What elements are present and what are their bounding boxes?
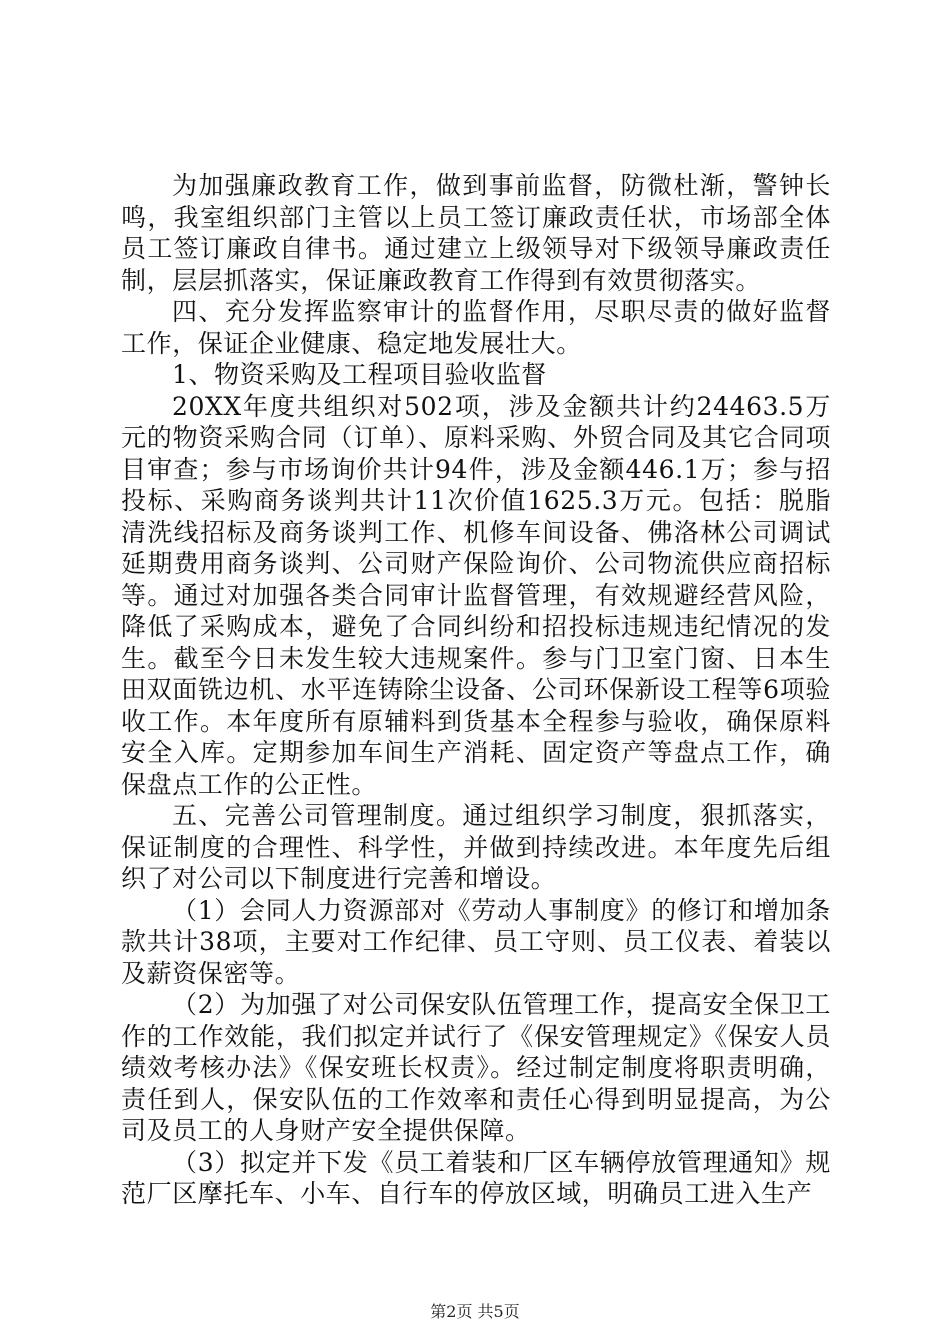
page-number-footer: 第2页 共5页 <box>430 1302 520 1321</box>
paragraph-integrity-education: 为加强廉政教育工作，做到事前监督，防微杜渐，警钟长鸣，我室组织部门主管以上员工签订廉政责任状，市场部全体员工签订廉政自律书。通过建立上级领导对下级领导廉政责任制，层层抓落实，保证廉政教育工作得到有效贯彻落实。 <box>121 171 831 295</box>
list-item-1: （1）会同人力资源部对《劳动人事制度》的修订和增加条款共计38项，主要对工作纪律、员工守则、员工仪表、着装以及薪资保密等。 <box>121 895 831 988</box>
list-item-3: （3）拟定并下发《员工着装和厂区车辆停放管理通知》规范厂区摩托车、小车、自行车的停放区域，明确员工进入生产 <box>121 1147 831 1208</box>
list-item-2: （2）为加强了对公司保安队伍管理工作，提高安全保卫工作的工作效能，我们拟定并试行了《保安管理规定》《保安人员绩效考核办法》《保安班长权责》。经过制定制度将职责明确，责任到人，保安队伍的工作效率和责任心得到明显提高，为公司及员工的人身财产安全提供保障。 <box>121 990 831 1145</box>
paragraph-procurement-details: 20XX年度共组织对502项，涉及金额共计约24463.5万元的物资采购合同（订单）、原料采购、外贸合同及其它合同项目审查；参与市场询价共计94件，涉及金额446.1万；参与招投标、采购商务谈判共计11次价值1625.3万元。包括：脱脂清洗线招标及商务谈判工作、机修车间设备、佛洛林公司调试延期费用商务谈判、公司财产保险询价、公司物流供应商招标等。通过对加强各类合同审计监督管理，有效规避经营风险，降低了采购成本，避免了合同纠纷和招投标违规违纪情况的发生。截至今日未发生较大违规案件。参与门卫室门窗、日本生田双面铣边机、水平连铸除尘设备、公司环保新设工程等6项验收工作。本年度所有原辅料到货基本全程参与验收，确保原料安全入库。定期参加车间生产消耗、固定资产等盘点工作，确保盘点工作的公正性。 <box>121 391 831 799</box>
subheading-procurement-supervision: 1、物资采购及工程项目验收监督 <box>172 360 547 389</box>
section-heading-four: 四、充分发挥监察审计的监督作用，尽职尽责的做好监督工作，保证企业健康、稳定地发展壮大。 <box>121 297 831 358</box>
section-heading-five: 五、完善公司管理制度。通过组织学习制度，狠抓落实，保证制度的合理性、科学性，并做到持续改进。本年度先后组织了对公司以下制度进行完善和增设。 <box>121 801 831 893</box>
document-body <box>121 170 831 1210</box>
